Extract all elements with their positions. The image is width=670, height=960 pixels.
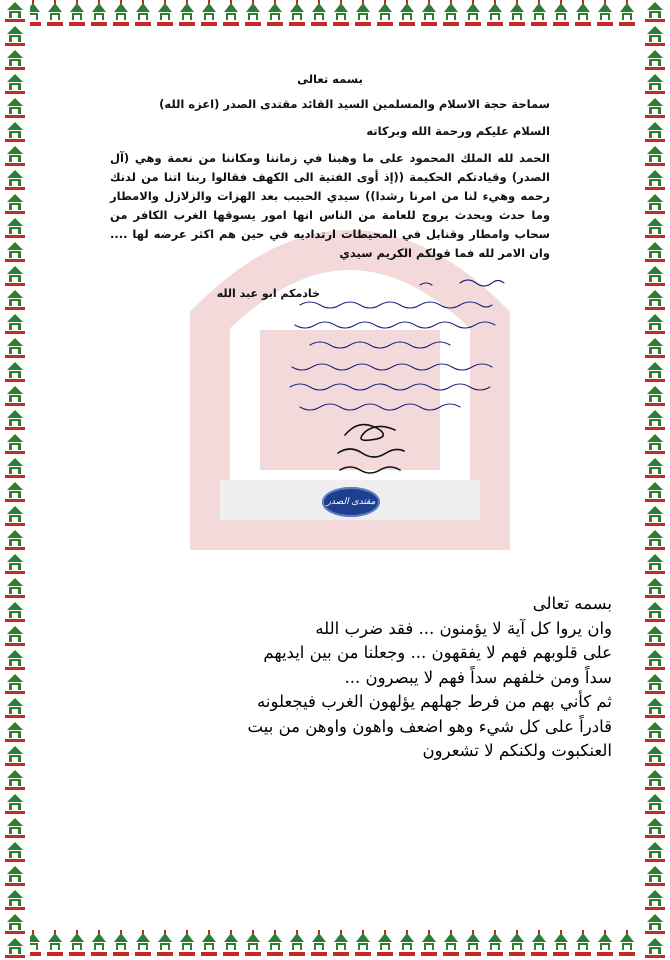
- letter-paragraph: الحمد لله الملك المحمود على ما وهبنا في زماننا ومكاننا من نعمة وهي (آل الصدر) وقيادتكم الحكيمة ((إذ أوى الفتية الى الكهف فقالوا ربنا اتنا من لدنك رحمه وهيء لنا من امرنا رشدا)) سيدي الحبيب بعد الهزات والزلازل والامطار وما حدث ويحدث يروج للعامة من الناس انها امور يسوقها الغرب الكافر من سحاب وامطار وقنابل في المحيطات ارتداديه في حين هم اكثر عرضه لها .... وان الامر لله فما قولكم الكريم سيدي: [110, 151, 550, 260]
- transcription-line: ثم كأني بهم من فرط جهلهم يؤلهون الغرب فيجعلونه: [257, 692, 612, 711]
- letter-addressee: سماحة حجة الاسلام والمسلمين السيد القائد مقتدى الصدر (اعزه الله): [159, 97, 550, 111]
- decorative-border-top: [0, 0, 670, 30]
- letter-greeting: السلام عليكم ورحمة الله وبركاته: [366, 124, 550, 138]
- transcription-line: العنكبوت ولكنكم لا تشعرون: [422, 741, 612, 760]
- transcription-line: على قلوبهم فهم لا يفقهون ... وجعلنا من بين ايديهم: [263, 643, 612, 662]
- transcription-line: وان يروا كل آية لا يؤمنون ... فقد ضرب الله: [315, 618, 612, 638]
- decorative-border-bottom: [0, 930, 670, 960]
- decorative-border-left: [0, 0, 30, 960]
- handwritten-signature: [330, 415, 410, 485]
- reply-transcription: [247, 592, 612, 764]
- transcription-line: سداً ومن خلفهم سداً فهم لا يبصرون ...: [344, 667, 612, 687]
- handwritten-reply: [280, 275, 550, 440]
- letter-body: [110, 70, 550, 263]
- letter-signature: خادمكم ابو عبد الله: [216, 287, 320, 300]
- official-seal: مقتدى الصدر: [322, 487, 380, 517]
- decorative-border-right: [640, 0, 670, 960]
- letter-basmala: بسمه تعالى: [297, 72, 363, 86]
- transcription-line: قادراً على كل شيء وهو اضعف واهون واوهن من بيت: [247, 716, 612, 736]
- transcription-line: بسمه تعالى: [532, 594, 612, 613]
